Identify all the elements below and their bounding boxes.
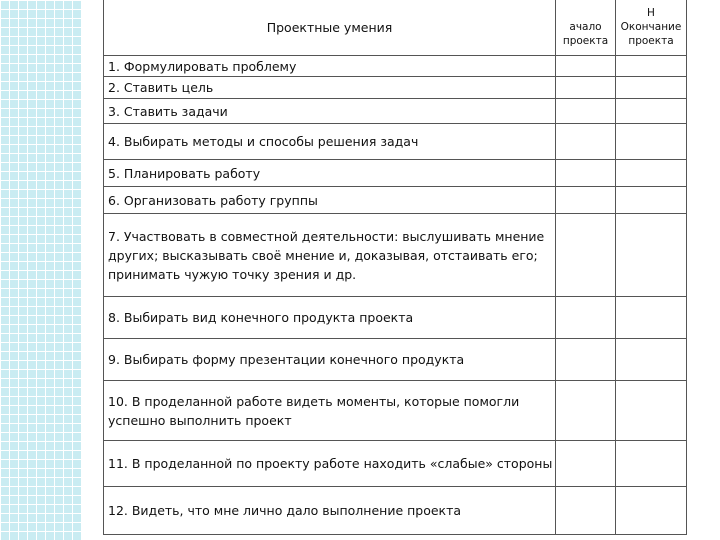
skill-cell: 7. Участвовать в совместной деятельности: выслушивать мнение других; высказывать своё мнение и, доказывая, отстаивать его; принимать чужую точку зрения и др. xyxy=(104,214,556,297)
end-mark-cell[interactable] xyxy=(616,77,687,99)
start-mark-cell[interactable] xyxy=(556,339,616,381)
table-row xyxy=(104,214,687,297)
start-header xyxy=(556,0,616,56)
skill-cell: 9. Выбирать форму презентации конечного продукта xyxy=(104,339,556,381)
skill-cell: 6. Организовать работу группы xyxy=(104,187,556,214)
end-mark-cell[interactable] xyxy=(616,187,687,214)
skill-cell: 3. Ставить задачи xyxy=(104,99,556,124)
end-mark-cell[interactable] xyxy=(616,214,687,297)
start-mark-cell[interactable] xyxy=(556,187,616,214)
start-mark-cell[interactable] xyxy=(556,487,616,535)
skill-cell: 2. Ставить цель xyxy=(104,77,556,99)
table-row xyxy=(104,381,687,441)
end-mark-cell[interactable] xyxy=(616,99,687,124)
table-row xyxy=(104,160,687,187)
table-row xyxy=(104,99,687,124)
skill-cell: 11. В проделанной по проекту работе находить «слабые» стороны xyxy=(104,441,556,487)
start-mark-cell[interactable] xyxy=(556,441,616,487)
start-mark-cell[interactable] xyxy=(556,77,616,99)
start-mark-cell[interactable] xyxy=(556,160,616,187)
start-header-letter: Н xyxy=(647,7,655,19)
table-row xyxy=(104,441,687,487)
end-mark-cell[interactable] xyxy=(616,487,687,535)
decorative-side-band xyxy=(0,0,82,540)
start-mark-cell[interactable] xyxy=(556,56,616,77)
start-header-line1: ачало xyxy=(569,21,602,33)
table-row xyxy=(104,487,687,535)
end-mark-cell[interactable] xyxy=(616,339,687,381)
start-mark-cell[interactable] xyxy=(556,297,616,339)
table-row xyxy=(104,56,687,77)
skill-cell: 1. Формулировать проблему xyxy=(104,56,556,77)
table-row xyxy=(104,297,687,339)
end-header-line2: проекта xyxy=(628,35,674,47)
skill-cell: 5. Планировать работу xyxy=(104,160,556,187)
end-mark-cell[interactable] xyxy=(616,441,687,487)
end-mark-cell[interactable] xyxy=(616,160,687,187)
skill-cell: 8. Выбирать вид конечного продукта проекта xyxy=(104,297,556,339)
end-header xyxy=(616,0,687,56)
end-header-line1: Окончание xyxy=(620,21,682,33)
end-mark-cell[interactable] xyxy=(616,56,687,77)
start-mark-cell[interactable] xyxy=(556,214,616,297)
table-row xyxy=(104,187,687,214)
skill-cell: 10. В проделанной работе видеть моменты, которые помогли успешно выполнить проект xyxy=(104,381,556,441)
skill-cell: 4. Выбирать методы и способы решения задач xyxy=(104,124,556,160)
table-row xyxy=(104,77,687,99)
skills-header: Проектные умения xyxy=(104,0,556,56)
end-mark-cell[interactable] xyxy=(616,381,687,441)
start-mark-cell[interactable] xyxy=(556,99,616,124)
table-header-row xyxy=(104,0,687,56)
skill-cell: 12. Видеть, что мне лично дало выполнение проекта xyxy=(104,487,556,535)
skills-table xyxy=(103,0,687,535)
end-mark-cell[interactable] xyxy=(616,124,687,160)
start-header-line2: проекта xyxy=(562,35,609,47)
start-mark-cell[interactable] xyxy=(556,124,616,160)
table-row xyxy=(104,339,687,381)
end-mark-cell[interactable] xyxy=(616,297,687,339)
table-row xyxy=(104,124,687,160)
start-mark-cell[interactable] xyxy=(556,381,616,441)
